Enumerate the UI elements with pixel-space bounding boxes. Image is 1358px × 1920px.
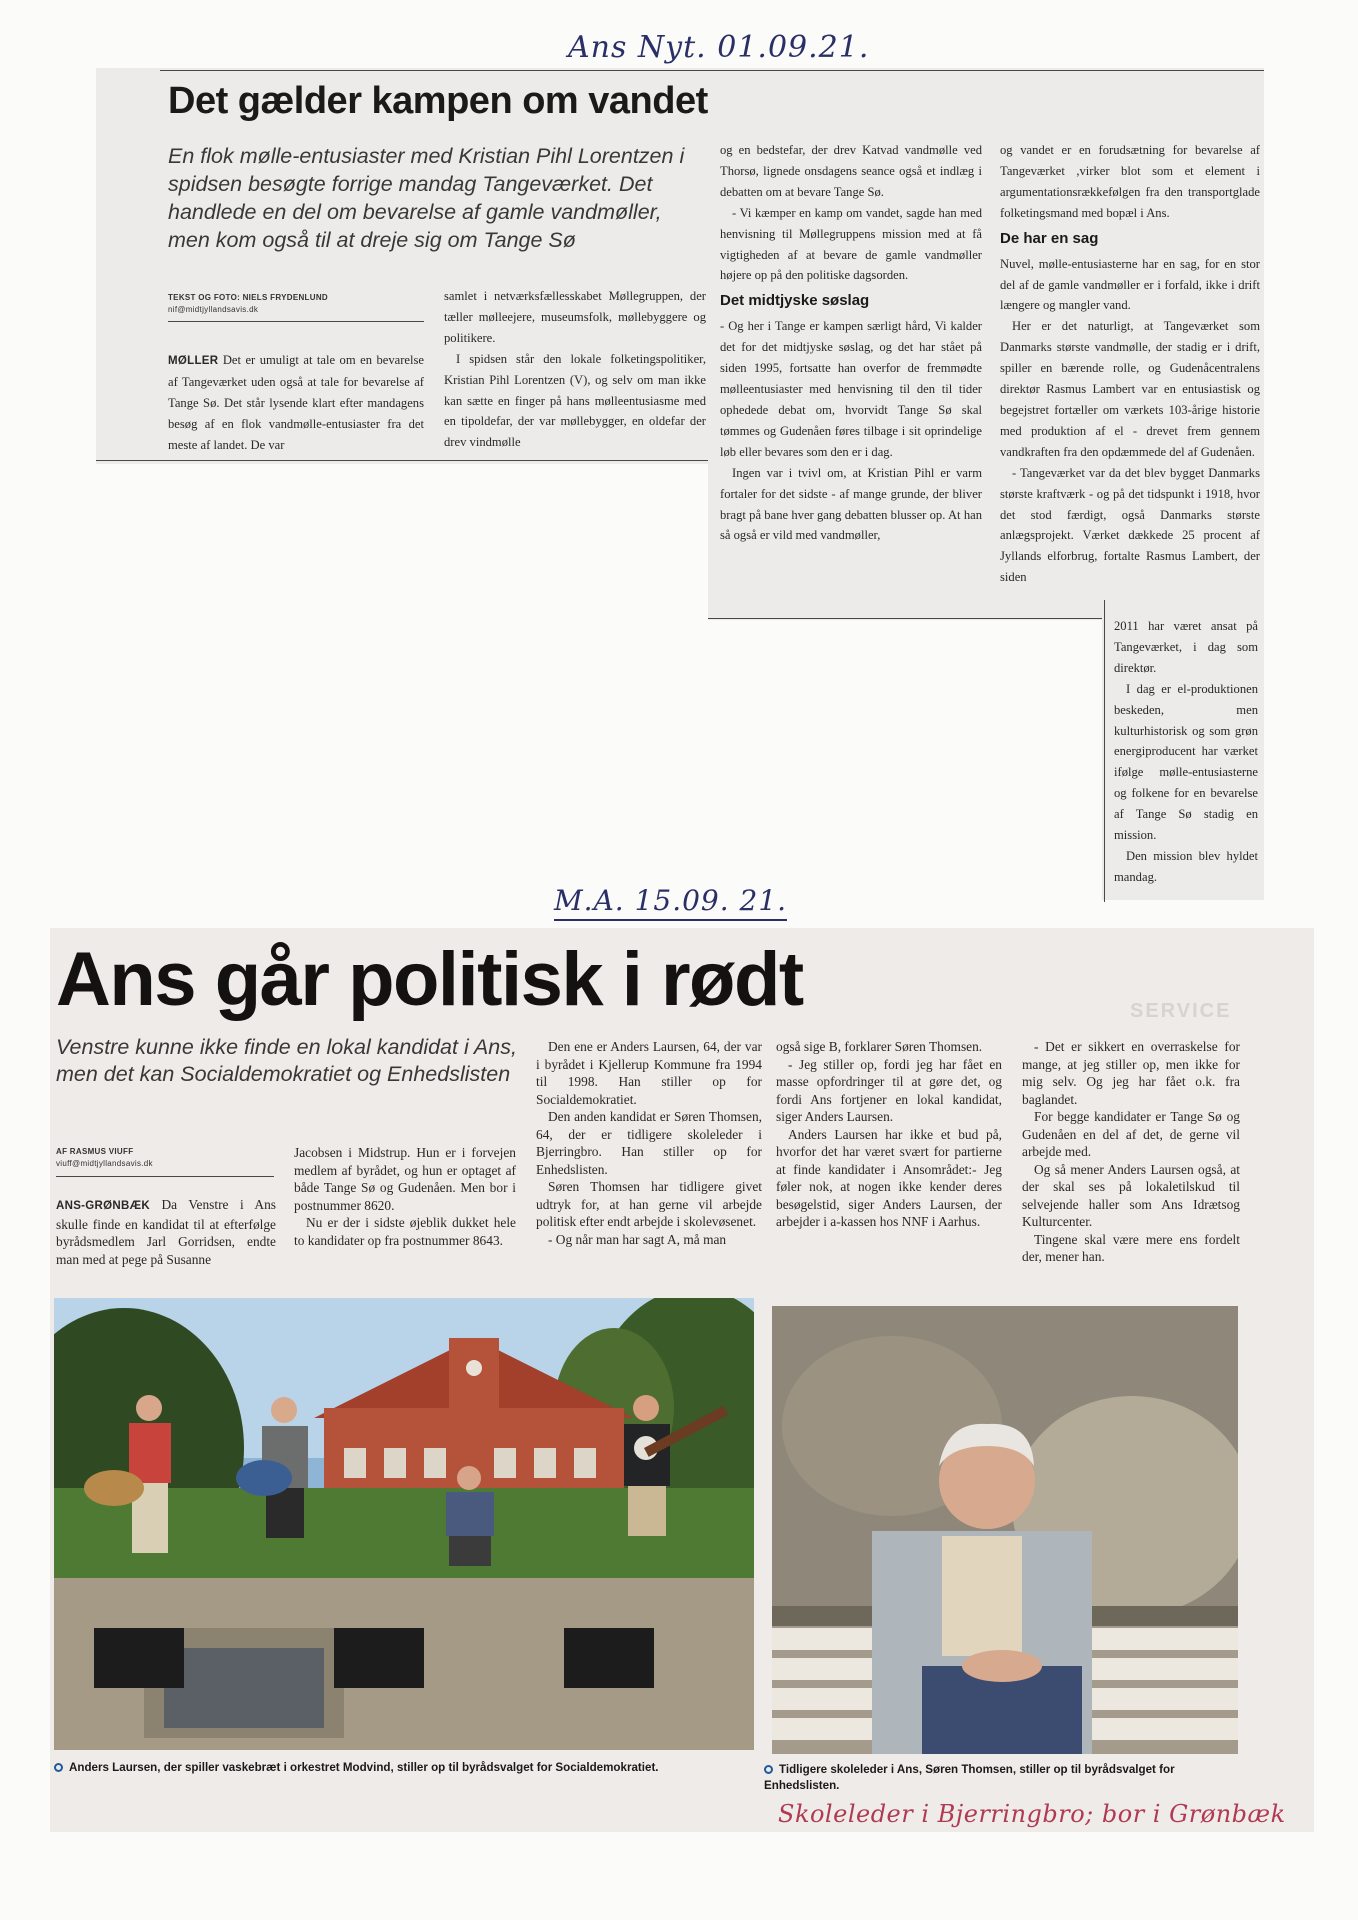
- byline-rule-2: [56, 1176, 274, 1177]
- article1-byline: [168, 292, 328, 316]
- handwritten-note-bottom: Skoleleder i Bjerringbro; bor i Grønbæk: [778, 1800, 1286, 1828]
- photo-band-modvind: [54, 1298, 754, 1750]
- article2-column-4: [776, 1038, 1002, 1231]
- paragraph: Tingene skal være mere ens fordelt der, mener han.: [1022, 1231, 1240, 1264]
- caption-right: [764, 1762, 1204, 1794]
- paragraph: Jacobsen i Midstrup. Hun er i forvejen medlem af byrådet, og hun er optaget af både Tange Sø og Gudenåen. Men bor i postnummer 8620.: [294, 1145, 516, 1213]
- article1-subhead-1: Det midtjyske søslag: [720, 292, 870, 310]
- paragraph: Det er umuligt at tale om en bevarelse af Tangeværket uden også at tale for bevarelse af Tange Sø. Det står lysende klart efter mandagens besøg af en flok vandmølle-entusiaster fra det meste af landet. De var: [168, 353, 424, 452]
- article2-column-3: [536, 1038, 762, 1248]
- paragraph: - Og her i Tange er kampen særligt hård, Vi kalder det for det midtjyske søslag, og det har stået på siden 1995, fortsatte han overfor de fremmødte mølleentusiaster med henvisning til den til tider ophedede debat om, hvorvidt Tange Sø skal tømmes og Gudenåen føres tilbage i sit oprindelige løb eller bevares som den er i dag.: [720, 319, 982, 459]
- article1-tail-rule: [1104, 600, 1105, 902]
- paragraph: - Jeg stiller op, fordi jeg har fået en masse opfordringer til at gøre det, og fordi Ans fortjener en lokal kandidat, siger Anders Laursen.: [776, 1056, 1002, 1124]
- paragraph: - Det er sikkert en overraskelse for mange, at jeg stiller op, men ikke for mig selv. Og jeg har fået o.k. fra baglandet.: [1022, 1039, 1240, 1107]
- article1-bottom-rule-right: [708, 618, 1102, 619]
- paragraph: Den anden kandidat er Søren Thomsen, 64, der er tidligere skoleleder i Bjerringbro. Han stiller op for Enhedslisten.: [536, 1109, 762, 1177]
- caption-bullet-icon: [764, 1765, 773, 1774]
- article2-headline: Ans går politisk i rødt: [56, 937, 803, 1022]
- paragraph: Anders Laursen har ikke et bud på, hvorfor det har været svært for partierne at finde kandidater i Ansområdet:- Jeg føler nok, at nogen ikke kender deres besøgelstid, siger Anders Laursen, der arbejder i a-kassen hos NNF i Aarhus.: [776, 1126, 1002, 1229]
- article1-lead: En flok mølle-entusiaster med Kristian Pihl Lorentzen i spidsen besøgte forrige mandag Tangeværket. Det handlede en del om bevarelse af gamle vandmøller, men kom også til at dreje sig om Tange Sø: [168, 144, 685, 252]
- caption-text: Tidligere skoleleder i Ans, Søren Thomsen, stiller op til byrådsvalget for Enhedslisten.: [764, 1763, 1175, 1792]
- paragraph: Nuvel, mølle-entusiasterne har en sag, for en stor del af de gamle vandmøller er i forfald, ikke i drift længere og mangler vand.: [1000, 256, 1260, 313]
- paragraph: Den ene er Anders Laursen, 64, der var i byrådet i Kjellerup Kommune fra 1994 til 1998. Han stiller op for Socialdemokratiet.: [536, 1039, 762, 1107]
- paragraph: - Vi kæmper en kamp om vandet, sagde han med henvisning til Møllegruppens mission med at få vigtigheden af at bevare de gamle vandmøller højere op på den politiske dagsorden.: [720, 205, 982, 283]
- article2-column-1: [56, 1196, 276, 1268]
- paragraph: Da Venstre i Ans skulle finde en kandidat til at efterfølge byrådsmedlem Jarl Gorridsen, endte man med at pege på Susanne: [56, 1197, 276, 1267]
- article1-column-5: [1114, 616, 1258, 888]
- paragraph: og vandet er en forudsætning for bevarelse af Tangeværket ,virker blot som et element i argumentationsrækkefølgen fra den transportglade folketingsmand med bopæl i Ans.: [1000, 143, 1260, 220]
- paragraph: I dag er el-produktionen beskeden, men kulturhistorisk og som grøn energiproducent har værket ifølge mølle-entusiasterne og folkene for en bevarelse af Tange Sø stadig en mission.: [1114, 681, 1258, 843]
- paragraph: For begge kandidater er Tange Sø og Gudenåen en del af det, de gerne vil arbejde med.: [1022, 1109, 1240, 1159]
- article2-lead: Venstre kunne ikke finde en lokal kandidat i Ans, men det kan Socialdemokratiet og Enhedslisten: [56, 1035, 517, 1086]
- handwritten-source-note: Ans Nyt. 01.09.21.: [568, 30, 870, 65]
- handwritten-source-note-2: M.A. 15.09. 21.: [554, 884, 787, 921]
- article1-column-3: [720, 140, 982, 546]
- article1-column-2: [444, 286, 706, 453]
- article1-subhead-2: De har en sag: [1000, 229, 1099, 247]
- bleed-through-text: SERVICE: [1130, 1000, 1232, 1022]
- article1-dateline: MØLLER: [168, 355, 219, 367]
- byline-email: nif@midtjyllandsavis.dk: [168, 305, 259, 314]
- caption-bullet-icon: [54, 1763, 63, 1772]
- paragraph: samlet i netværksfællesskabet Møllegruppen, der tæller mølleejere, museumsfolk, møllebyggere og politikere.: [444, 289, 706, 345]
- byline-rule: [168, 321, 424, 322]
- caption-left: [54, 1760, 754, 1776]
- byline-label: AF RASMUS VIUFF: [56, 1147, 134, 1156]
- paragraph: Den mission blev hyldet mandag.: [1114, 848, 1258, 884]
- top-rule: [160, 70, 1264, 71]
- article1-column-1: [168, 350, 424, 456]
- paragraph: Her er det naturligt, at Tangeværket som Danmarks største vandmølle, der stadig er i drift, spiller en bærende rolle, og Gudenåcentralens direktør Rasmus Lambert var en entusiastisk og begejstret fortæller om værkets 103-årige historie med produktion af el - drevet frem gennem vandkraften fra den opdæmmede del af Gudenåen.: [1000, 319, 1260, 459]
- paragraph: Nu er der i sidste øjeblik dukket hele to kandidater op fra postnummer 8643.: [294, 1215, 516, 1248]
- article2-column-5: [1022, 1038, 1240, 1266]
- paragraph: 2011 har været ansat på Tangeværket, i dag som direktør.: [1114, 619, 1258, 675]
- photo-soren-thomsen: [772, 1306, 1238, 1754]
- paragraph: I spidsen står den lokale folketingspolitiker, Kristian Pihl Lorentzen (V), og selv om man ikke kan sætte en finger på hans mølleentusiasme med en tipoldefar, der var møllebygger, en oldefar der drev vindmølle: [444, 351, 706, 450]
- paragraph: - Tangeværket var da det blev bygget Danmarks største kraftværk - og på det tidspunkt i 1918, hvor det stod færdigt, også Danmarks største anlægsprojekt. Værket dækkede 25 procent af Jyllands elforbrug, fortalte Rasmus Lambert, der siden: [1000, 465, 1260, 585]
- article2-byline: [56, 1146, 153, 1170]
- article2-dateline: ANS-GRØNBÆK: [56, 1200, 151, 1212]
- article1-column-4: [1000, 140, 1260, 588]
- paragraph: Ingen var i tvivl om, at Kristian Pihl er varm fortaler for det sidste - af mange grunde, der bliver bragt på bane hver gang debatten blusser op. At han så også er vild med vandmøller,: [720, 465, 982, 543]
- paragraph: Søren Thomsen har tidligere givet udtryk for, at han gerne vil arbejde politisk efter endt arbejde i skolevøsenet.: [536, 1179, 762, 1229]
- paragraph: Og så mener Anders Laursen også, at der skal ses på lokaletilskud til selvejende haller som Ans Idrætsog Kulturcenter.: [1022, 1161, 1240, 1229]
- byline-label: TEKST OG FOTO: NIELS FRYDENLUND: [168, 293, 328, 302]
- article2-column-2: [294, 1144, 516, 1249]
- article1-bottom-rule-left: [96, 460, 708, 461]
- paragraph: også sige B, forklarer Søren Thomsen.: [776, 1039, 983, 1054]
- byline-email: viuff@midtjyllandsavis.dk: [56, 1159, 153, 1168]
- article1-headline: Det gælder kampen om vandet: [168, 80, 708, 122]
- paragraph: - Og når man har sagt A, må man: [548, 1231, 727, 1247]
- paragraph: og en bedstefar, der drev Katvad vandmølle ved Thorsø, lignede onsdagens seance også et indlæg i debatten om at bevare Tange Sø.: [720, 143, 982, 199]
- caption-text: Anders Laursen, der spiller vaskebræt i orkestret Modvind, stiller op til byrådsvalget for Socialdemokratiet.: [69, 1761, 659, 1774]
